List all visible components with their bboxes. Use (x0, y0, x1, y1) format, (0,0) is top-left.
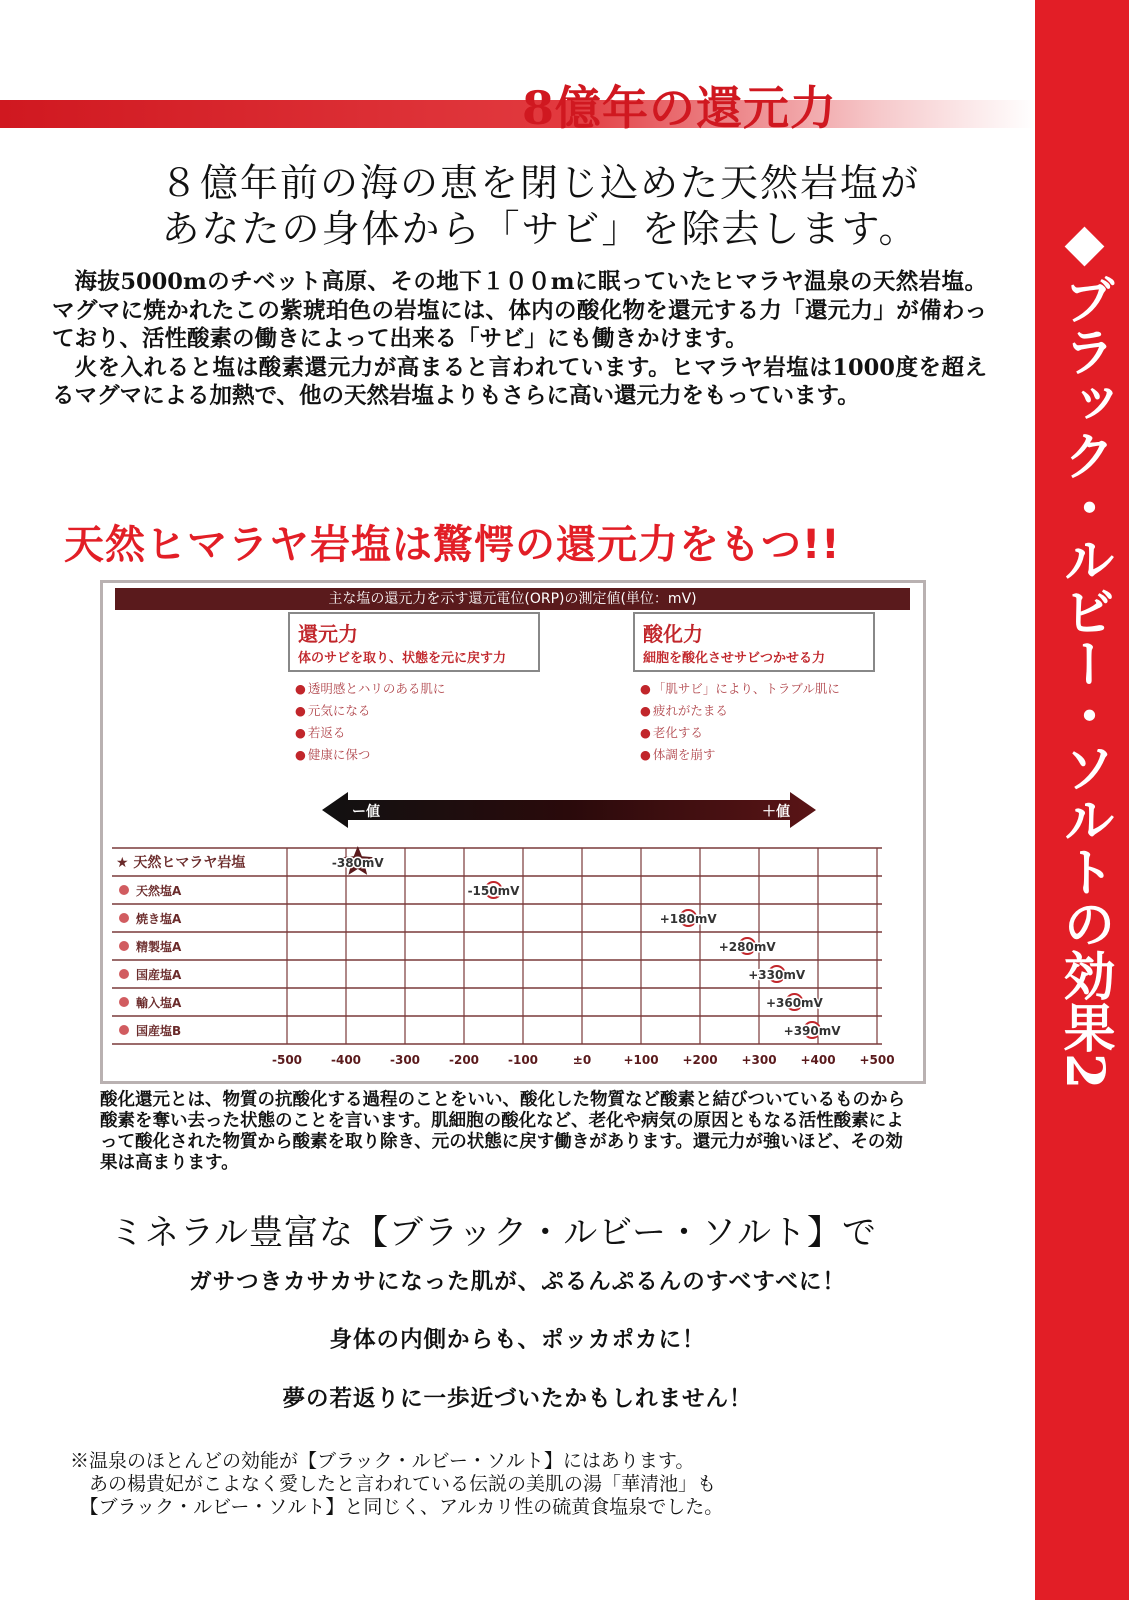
oxidize-bullet: ● 体調を崩す (640, 747, 715, 762)
category-label: ★ 天然ヒマラヤ岩塩 (116, 855, 246, 871)
x-tick-label: -200 (448, 1053, 480, 1067)
row-bullet-icon (119, 969, 129, 979)
body-paragraph-1: 海抜5000mのチベット高原、その地下１００mに眠っていたヒマラヤ温泉の天然岩塩。マグマに焼かれたこの紫琥珀色の岩塩には、体内の酸化物を還元する力「還元力」が備わっており、活性酸素の働きによって出来る「サビ」にも働きかけます。 (52, 269, 987, 352)
category-label: 精製塩A (136, 940, 182, 954)
note-line-2: あの楊貴妃がこよなく愛したと言われている伝説の美肌の湯「華清池」も (70, 1473, 717, 1495)
lead-line-1: ８億年前の海の恵を閉じ込めた天然岩塩が (159, 161, 920, 205)
body-paragraph-2: 火を入れると塩は酸素還元力が高まると言われています。ヒマラヤ岩塩は1000度を超えるマグマによる加熱で、他の天然岩塩よりもさらに高い還元力をもっています。 (52, 354, 987, 409)
oxidize-subtitle: 細胞を酸化させサビつかせる力 (643, 651, 826, 666)
x-tick-label: -400 (330, 1053, 362, 1067)
title-band (0, 100, 1035, 128)
chart-title: 主な塩の還元力を示す還元電位(ORP)の測定値(単位：mV) (115, 588, 910, 610)
category-label: 国産塩B (136, 1024, 182, 1038)
page-title: 8億年の還元力 (522, 81, 838, 135)
reduce-bullet: ● 元気になる (295, 703, 370, 718)
value-label: +360mV (765, 996, 823, 1010)
arrow-left-label: ー値 (352, 804, 380, 820)
row-bullet-icon (119, 941, 129, 951)
row-bullet-icon (119, 885, 129, 895)
oxidize-box (633, 612, 875, 672)
side-title: ◆ブラック・ルビー・ソルトの効果2 (1054, 212, 1115, 1090)
promo-line-1: ガサつきカサカサになった肌が、ぷるんぷるんのすべすべに！ (189, 1269, 846, 1295)
oxidize-bullet: ● 老化する (640, 725, 703, 740)
oxidize-bullet: ● 「肌サビ」により、トラブル肌に (640, 681, 840, 696)
value-direction-arrow (322, 790, 816, 830)
value-label: +390mV (783, 1024, 841, 1038)
oxidize-bullet: ● 疲れがたまる (640, 703, 728, 718)
body-text (52, 268, 987, 411)
category-label: 国産塩A (136, 968, 182, 982)
reduce-title: 還元力 (298, 622, 358, 646)
arrow-right-label: ＋値 (762, 804, 790, 820)
row-bullet-icon (119, 997, 129, 1007)
reduce-subtitle: 体のサビを取り、状態を元に戻す力 (298, 651, 507, 666)
orp-chart (112, 838, 902, 1068)
value-label: +280mV (718, 940, 776, 954)
reduce-bullet: ● 透明感とハリのある肌に (295, 681, 445, 696)
x-tick-label: +200 (682, 1053, 718, 1067)
reduce-box (288, 612, 540, 672)
hot-spring-note (70, 1450, 1000, 1519)
promo-line-3: 夢の若返りに一歩近づいたかもしれません！ (282, 1386, 753, 1412)
value-label: -150mV (467, 884, 520, 898)
headline: 天然ヒマラヤ岩塩は驚愕の還元力をもつ!! (64, 522, 841, 568)
promo-heading: ミネラル豊富な【ブラック・ルビー・ソルト】で (110, 1213, 877, 1253)
reduce-bullet: ● 健康に保つ (295, 747, 370, 762)
value-label: -380mV (331, 856, 384, 870)
x-tick-label: -500 (271, 1053, 303, 1067)
oxidize-bullets (640, 678, 840, 766)
category-label: 焼き塩A (136, 912, 182, 926)
x-tick-label: +500 (859, 1053, 895, 1067)
value-label: +180mV (659, 912, 717, 926)
reduce-bullets (295, 678, 445, 766)
category-label: 輸入塩A (136, 996, 182, 1010)
lead-text (100, 160, 980, 252)
row-bullet-icon (119, 1025, 129, 1035)
x-tick-label: ±0 (572, 1053, 592, 1067)
x-tick-label: +400 (800, 1053, 836, 1067)
oxidize-title: 酸化力 (643, 622, 703, 646)
note-line-3: 【ブラック・ルビー・ソルト】と同じく、アルカリ性の硫黄食塩泉でした。 (70, 1496, 724, 1518)
row-bullet-icon (119, 913, 129, 923)
value-label: +330mV (748, 968, 806, 982)
promo-line-2: 身体の内側からも、ポッカポカに！ (329, 1327, 706, 1353)
lead-line-2: あなたの身体から「サビ」を除去します。 (161, 207, 919, 251)
x-tick-label: -100 (507, 1053, 539, 1067)
chart-footnote: 酸化還元とは、物質の抗酸化する過程のことをいい、酸化した物質など酸素と結びついているものから酸素を奪い去った状態のことを言います。肌細胞の酸化など、老化や病気の原因ともなる活性酸素によって酸化された物質から酸素を取り除き、元の状態に戻す働きがあります。還元力が強いほど、その効果は高まります。 (100, 1090, 905, 1173)
reduce-bullet: ● 若返る (295, 725, 345, 740)
x-tick-label: +300 (741, 1053, 777, 1067)
note-line-1: ※温泉のほとんどの効能が【ブラック・ルビー・ソルト】にはあります。 (70, 1450, 695, 1472)
x-tick-label: +100 (623, 1053, 659, 1067)
category-label: 天然塩A (136, 884, 182, 898)
x-tick-label: -300 (389, 1053, 421, 1067)
